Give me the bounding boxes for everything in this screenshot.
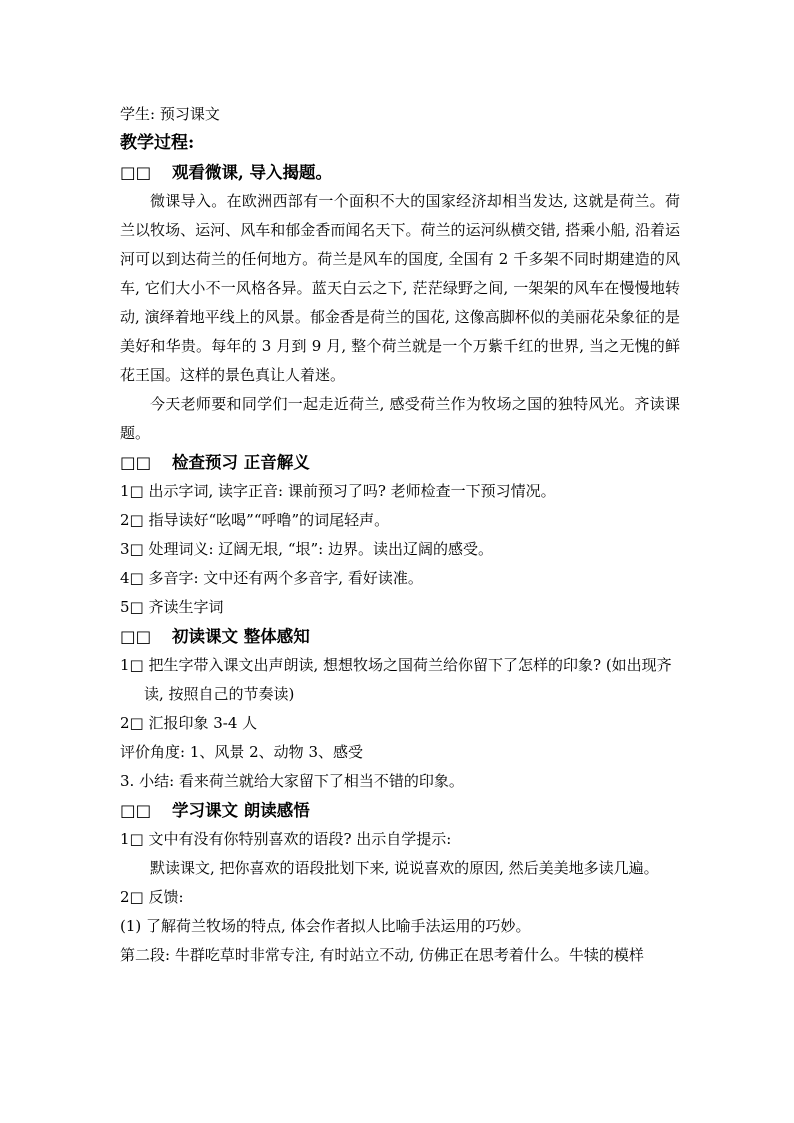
list-item: 第二段: 牛群吃草时非常专注, 有时站立不动, 仿佛正在思考着什么。牛犊的模样 <box>120 946 644 964</box>
list-item: 5□ 齐读生字词 <box>120 598 224 616</box>
section-heading-1 <box>120 158 680 187</box>
section-number: □□ <box>120 453 152 472</box>
paragraph: 默读课文, 把你喜欢的语段批划下来, 说说喜欢的原因, 然后美美地多读几遍。 <box>150 859 659 877</box>
section-number: □□ <box>120 627 152 646</box>
section-title: 初读课文 整体感知 <box>172 627 310 646</box>
list-item: 2□ 指导读好“吆喝”“呼噜”的词尾轻声。 <box>120 511 390 529</box>
paragraph: 今天老师要和同学们一起走近荷兰, 感受荷兰作为牧场之国的独特风光。齐读课题。 <box>120 395 680 442</box>
student-line: 学生: 预习课文 <box>120 105 220 123</box>
section-number: □□ <box>120 801 152 820</box>
section-title: 检查预习 正音解义 <box>172 453 310 472</box>
document-page <box>120 100 680 970</box>
list-item: 1□ 把生字带入课文出声朗读, 想想牧场之国荷兰给你留下了怎样的印象? (如出现齐读, 按照自己的节奏读) <box>120 656 672 703</box>
section-number: □□ <box>120 163 152 182</box>
list-item: 评价角度: 1、风景 2、动物 3、感受 <box>120 743 363 761</box>
section-heading-4 <box>120 796 680 825</box>
section-title: 观看微课, 导入揭题。 <box>172 163 332 182</box>
list-item: 1□ 出示字词, 读字正音: 课前预习了吗? 老师检查一下预习情况。 <box>120 482 556 500</box>
list-item: 3□ 处理词义: 辽阔无垠, “垠”: 边界。读出辽阔的感受。 <box>120 540 494 558</box>
process-heading: 教学过程: <box>120 133 195 153</box>
paragraph: 微课导入。在欧洲西部有一个面积不大的国家经济却相当发达, 这就是荷兰。荷兰以牧场、运河、风车和郁金香而闻名天下。荷兰的运河纵横交错, 搭乘小船, 沿着运河可以到达荷兰的任何地方。荷兰是风车的国度, 全国有 2 千多架不同时期建造的风车, 它们大小不一风格各异。蓝天白云之下, 茫茫绿野之间, 一架架的风车在慢慢地转动, 演绎着地平线上的风景。郁金香是荷兰的国花, 这像高脚杯似的美丽花朵象征的是美好和华贵。每年的 3 月到 9 月, 整个荷兰就是一个万紫千红的世界, 当之无愧的鲜花王国。这样的景色真让人着迷。 <box>120 192 680 384</box>
section-heading-3 <box>120 622 680 651</box>
list-item: (1) 了解荷兰牧场的特点, 体会作者拟人比喻手法运用的巧妙。 <box>120 917 531 935</box>
section-title: 学习课文 朗读感悟 <box>172 801 310 820</box>
list-item: 4□ 多音字: 文中还有两个多音字, 看好读准。 <box>120 569 423 587</box>
list-item: 3. 小结: 看来荷兰就给大家留下了相当不错的印象。 <box>120 772 464 790</box>
list-item: 2□ 反馈: <box>120 888 184 906</box>
list-item: 2□ 汇报印象 3-4 人 <box>120 714 258 732</box>
list-item: 1□ 文中有没有你特别喜欢的语段? 出示自学提示: <box>120 830 452 848</box>
section-heading-2 <box>120 448 680 477</box>
